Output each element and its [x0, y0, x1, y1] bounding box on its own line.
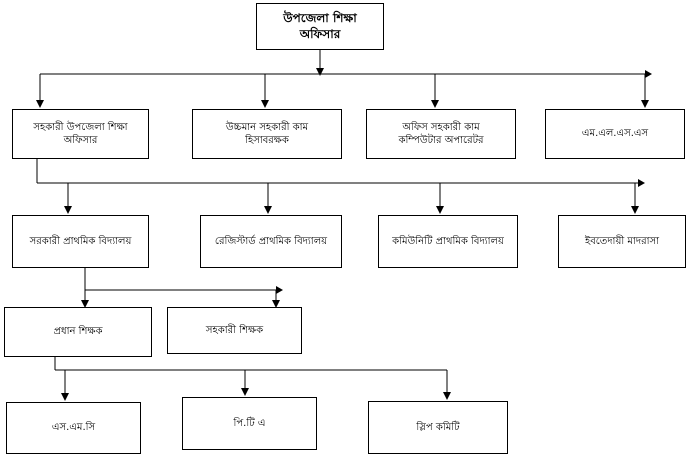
- node-mlss: এম.এল.এস.এস: [545, 109, 685, 159]
- arrow-head: [436, 206, 444, 214]
- node-government-primary-school: সরকারী প্রাথমিক বিদ্যালয়: [12, 215, 149, 268]
- arrow-head: [638, 179, 645, 187]
- arrow-head: [431, 100, 439, 108]
- arrow-head: [276, 286, 283, 294]
- arrow-head: [645, 70, 652, 78]
- arrow-head: [61, 393, 69, 401]
- arrow-head: [443, 392, 451, 400]
- node-smc: এস.এম.সি: [6, 402, 141, 454]
- arrow-head: [264, 206, 272, 214]
- node-head-teacher: প্রধান শিক্ষক: [4, 307, 152, 357]
- arrow-head: [36, 100, 44, 108]
- arrow-head: [261, 100, 269, 108]
- node-slip-committee: স্লিপ কমিটি: [368, 401, 508, 454]
- node-ebtedayee-madrasa: ইবতেদায়ী মাদরাসা: [558, 215, 686, 268]
- node-assistant-teacher: সহকারী শিক্ষক: [167, 307, 302, 354]
- arrow-head: [631, 206, 639, 214]
- arrow-head: [241, 388, 249, 396]
- node-upper-division-assistant-accountant: উচ্চমান সহকারী কাম হিসাবরক্ষক: [192, 109, 342, 159]
- arrow-head: [641, 100, 649, 108]
- node-registered-primary-school: রেজিস্টার্ড প্রাথমিক বিদ্যালয়: [200, 215, 342, 268]
- node-pta: পি.টি এ: [182, 397, 317, 450]
- node-upazila-education-officer: উপজেলা শিক্ষা অফিসার: [256, 3, 384, 50]
- node-assistant-upazila-education-officer: সহকারী উপজেলা শিক্ষা অফিসার: [12, 109, 149, 159]
- node-community-primary-school: কমিউনিটি প্রাথমিক বিদ্যালয়: [378, 215, 518, 268]
- node-office-assistant-computer-operator: অফিস সহকারী কাম কম্পিউটার অপারেটর: [366, 109, 516, 159]
- arrow-head: [64, 206, 72, 214]
- arrow-head: [316, 68, 324, 76]
